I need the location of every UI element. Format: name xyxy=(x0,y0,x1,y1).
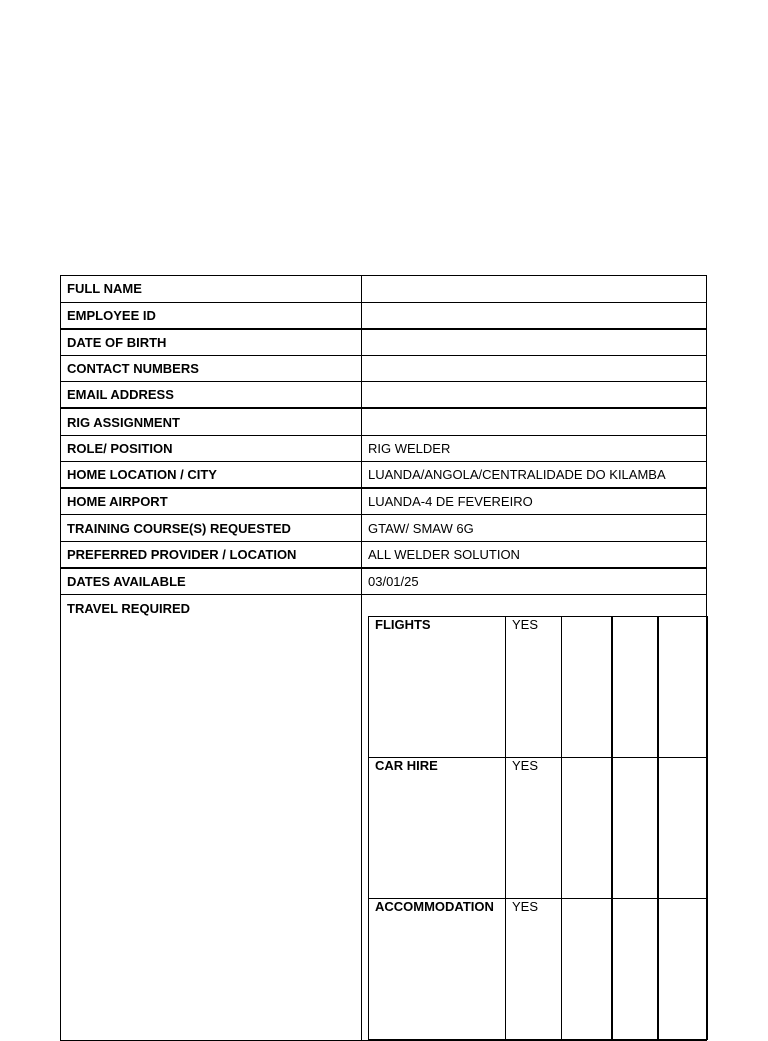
full-name-label: FULL NAME xyxy=(61,276,362,303)
email-address-label: EMAIL ADDRESS xyxy=(61,382,362,409)
rig-assignment-field[interactable] xyxy=(362,408,707,435)
contact-numbers-field[interactable] xyxy=(362,355,707,382)
car-hire-extra-cell-2[interactable] xyxy=(612,758,658,899)
car-hire-answer[interactable]: YES xyxy=(506,758,562,899)
form-row-email-address xyxy=(61,382,707,409)
flights-extra-cell-1[interactable] xyxy=(562,617,612,758)
role-position-field[interactable]: RIG WELDER xyxy=(362,435,707,462)
form-row-role-position xyxy=(61,435,707,462)
flights-label: FLIGHTS xyxy=(369,617,506,758)
home-location-field[interactable]: LUANDA/ANGOLA/CENTRALIDADE DO KILAMBA xyxy=(362,462,707,489)
role-position-label: ROLE/ POSITION xyxy=(61,435,362,462)
employee-id-field[interactable] xyxy=(362,302,707,329)
accommodation-answer[interactable]: YES xyxy=(506,899,562,1040)
home-airport-field[interactable]: LUANDA-4 DE FEVEREIRO xyxy=(362,488,707,515)
accommodation-label: ACCOMMODATION xyxy=(369,899,506,1040)
travel-required-cell xyxy=(362,595,707,1041)
form-row-home-airport xyxy=(61,488,707,515)
travel-row-accommodation xyxy=(369,899,708,1040)
form-row-preferred-provider xyxy=(61,541,707,568)
email-address-field[interactable] xyxy=(362,382,707,409)
home-airport-label: HOME AIRPORT xyxy=(61,488,362,515)
training-courses-label: TRAINING COURSE(S) REQUESTED xyxy=(61,515,362,542)
travel-required-label: TRAVEL REQUIRED xyxy=(61,595,362,1041)
date-of-birth-label: DATE OF BIRTH xyxy=(61,329,362,356)
employee-training-form xyxy=(60,275,707,1041)
date-of-birth-field[interactable] xyxy=(362,329,707,356)
employee-id-label: EMPLOYEE ID xyxy=(61,302,362,329)
accommodation-extra-cell-3[interactable] xyxy=(658,899,708,1040)
home-location-label: HOME LOCATION / CITY xyxy=(61,462,362,489)
form-row-date-of-birth xyxy=(61,329,707,356)
form-row-dates-available xyxy=(61,568,707,595)
form-row-employee-id xyxy=(61,302,707,329)
full-name-field[interactable] xyxy=(362,276,707,303)
flights-extra-cell-3[interactable] xyxy=(658,617,708,758)
preferred-provider-label: PREFERRED PROVIDER / LOCATION xyxy=(61,541,362,568)
car-hire-extra-cell-3[interactable] xyxy=(658,758,708,899)
travel-options-table xyxy=(368,616,708,1040)
form-row-full-name xyxy=(61,276,707,303)
contact-numbers-label: CONTACT NUMBERS xyxy=(61,355,362,382)
form-row-travel-required xyxy=(61,595,707,1041)
rig-assignment-label: RIG ASSIGNMENT xyxy=(61,408,362,435)
form-row-home-location xyxy=(61,462,707,489)
form-row-training-courses xyxy=(61,515,707,542)
dates-available-label: DATES AVAILABLE xyxy=(61,568,362,595)
flights-answer[interactable]: YES xyxy=(506,617,562,758)
travel-row-flights xyxy=(369,617,708,758)
dates-available-field[interactable]: 03/01/25 xyxy=(362,568,707,595)
travel-row-car-hire xyxy=(369,758,708,899)
car-hire-extra-cell-1[interactable] xyxy=(562,758,612,899)
accommodation-extra-cell-1[interactable] xyxy=(562,899,612,1040)
car-hire-label: CAR HIRE xyxy=(369,758,506,899)
preferred-provider-field[interactable]: ALL WELDER SOLUTION xyxy=(362,541,707,568)
accommodation-extra-cell-2[interactable] xyxy=(612,899,658,1040)
form-row-rig-assignment xyxy=(61,408,707,435)
flights-extra-cell-2[interactable] xyxy=(612,617,658,758)
training-courses-field[interactable]: GTAW/ SMAW 6G xyxy=(362,515,707,542)
form-row-contact-numbers xyxy=(61,355,707,382)
